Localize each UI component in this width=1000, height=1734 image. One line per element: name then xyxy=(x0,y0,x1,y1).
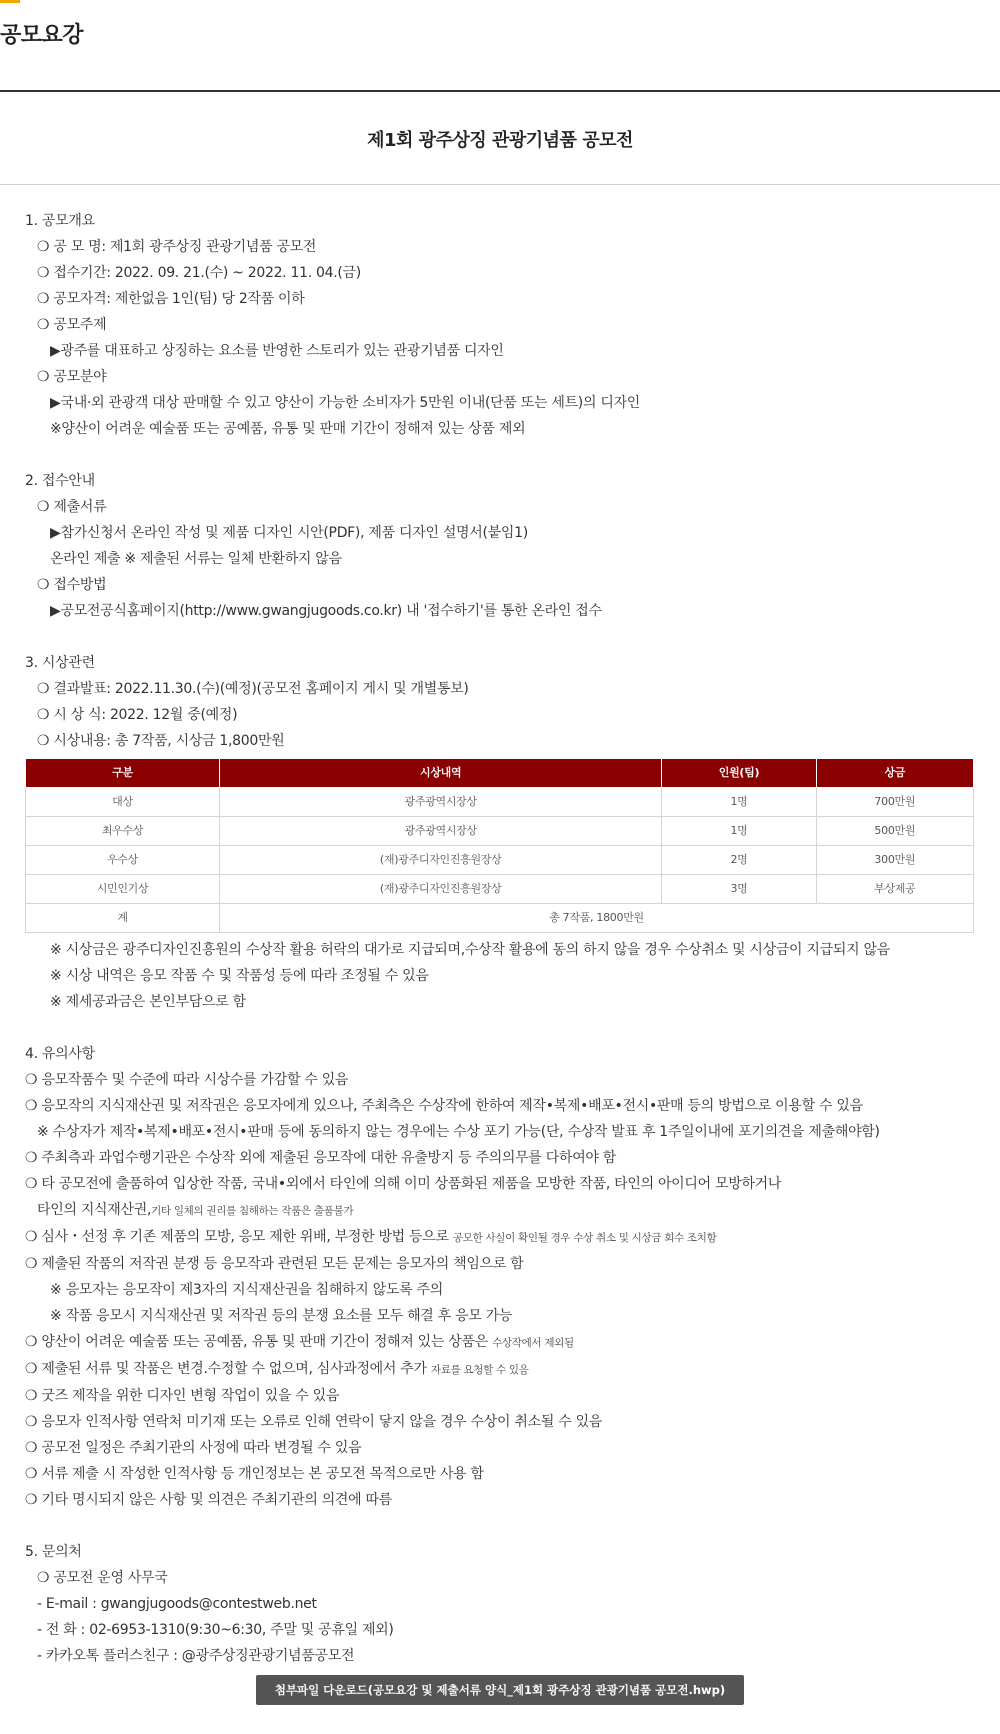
notice-line: ❍ 접수방법 xyxy=(37,577,107,593)
notice-line: ❍ 접수기간: 2022. 09. 21.(수) ~ 2022. 11. 04.(금) xyxy=(37,265,361,281)
notice-line: ❍ 양산이 어려운 예술품 또는 공예품, 유통 및 판매 기간이 정해져 있는 상품은 수상작에서 제외됨 xyxy=(25,1334,574,1350)
table-cell: 광주광역시장상 xyxy=(220,817,662,846)
prize-table xyxy=(25,758,974,933)
notice-line: ▶공모전공식홈페이지(http://www.gwangjugoods.co.kr) 내 '접수하기'를 통한 온라인 접수 xyxy=(50,603,602,619)
table-cell: 광주광역시장상 xyxy=(220,788,662,817)
notice-title: 제1회 광주상징 관광기념품 공모전 xyxy=(367,130,633,151)
notice-line: ▶국내·외 관광객 대상 판매할 수 있고 양산이 가능한 소비자가 5만원 이내(단품 또는 세트)의 디자인 xyxy=(50,395,641,411)
table-cell: 1명 xyxy=(662,817,816,846)
notice-line: ❍ 결과발표: 2022.11.30.(수)(예정)(공모전 홈페이지 게시 및 개별통보) xyxy=(37,681,469,697)
fine-print: 공모한 사실이 확인될 경우 수상 취소 및 시상금 회수 조치함 xyxy=(452,1232,717,1244)
table-cell: 500만원 xyxy=(816,817,973,846)
attachment-download-button[interactable]: 첨부파일 다운로드(공모요강 및 제출서류 양식_제1회 광주상징 관광기념품 공모전.hwp) xyxy=(256,1675,744,1705)
notice-line: - 전 화 : 02-6953-1310(9:30~6:30, 주말 및 공휴일 제외) xyxy=(37,1622,394,1638)
notice-line: ❍ 타 공모전에 출품하여 입상한 작품, 국내•외에서 타인에 의해 이미 상품화된 제품을 모방한 작품, 타인의 아이디어 모방하거나 xyxy=(25,1176,782,1192)
notice-line: ※ 시상금은 광주디자인진흥원의 수상작 활용 허락의 대가로 지급되며,수상작 활용에 동의 하지 않을 경우 수상취소 및 시상금이 지급되지 않음 xyxy=(50,942,890,958)
notice-line: ❍ 주최측과 과업수행기관은 수상작 외에 제출된 응모작에 대한 유출방지 등 주의의무를 다하여야 함 xyxy=(25,1150,617,1166)
notice-line: ❍ 공모분야 xyxy=(37,369,107,385)
table-row xyxy=(26,875,974,904)
table-row xyxy=(26,846,974,875)
heading-divider xyxy=(0,90,1000,92)
notice-line: ❍ 공모자격: 제한없음 1인(팀) 당 2작품 이하 xyxy=(37,291,305,307)
section-title: 2. 접수안내 xyxy=(25,473,95,489)
notice-line: ❍ 서류 제출 시 작성한 인적사항 등 개인정보는 본 공모전 목적으로만 사용 함 xyxy=(25,1466,484,1482)
title-divider xyxy=(0,184,1000,185)
table-cell: (재)광주디자인진흥원장상 xyxy=(220,875,662,904)
column-header: 시상내역 xyxy=(220,759,662,788)
fine-print: 수상작에서 제외됨 xyxy=(492,1337,574,1349)
column-header: 상금 xyxy=(816,759,973,788)
notice-line: ❍ 시 상 식: 2022. 12월 중(예정) xyxy=(37,707,238,723)
notice-line: 온라인 제출 ※ 제출된 서류는 일체 반환하지 않음 xyxy=(50,551,342,567)
table-cell: 우수상 xyxy=(26,846,220,875)
fine-print: 기타 일체의 권리를 침해하는 작품은 출품불가 xyxy=(151,1205,354,1217)
notice-line: ❍ 제출된 서류 및 작품은 변경.수정할 수 없으며, 심사과정에서 추가 자료를 요청할 수 있음 xyxy=(25,1361,529,1377)
notice-line: ※ 제세공과금은 본인부담으로 함 xyxy=(50,994,246,1010)
total-label: 계 xyxy=(26,904,220,933)
table-cell: 2명 xyxy=(662,846,816,875)
section-title: 5. 문의처 xyxy=(25,1544,82,1560)
notice-line: ❍ 굿즈 제작을 위한 디자인 변형 작업이 있을 수 있음 xyxy=(25,1388,340,1404)
notice-line: ※ 응모자는 응모작이 제3자의 지식재산권을 침해하지 않도록 주의 xyxy=(50,1282,443,1298)
table-cell: (재)광주디자인진흥원장상 xyxy=(220,846,662,875)
notice-line: ❍ 공 모 명: 제1회 광주상징 관광기념품 공모전 xyxy=(37,239,317,255)
table-cell: 시민인기상 xyxy=(26,875,220,904)
notice-line: ▶참가신청서 온라인 작성 및 제품 디자인 시안(PDF), 제품 디자인 설명서(붙임1) xyxy=(50,525,528,541)
notice-line: ❍ 응모자 인적사항 연락처 미기재 또는 오류로 인해 연락이 닿지 않을 경우 수상이 취소될 수 있음 xyxy=(25,1414,603,1430)
total-value: 총 7작품, 1800만원 xyxy=(220,904,974,933)
table-cell: 3명 xyxy=(662,875,816,904)
section-title: 4. 유의사항 xyxy=(25,1046,95,1062)
notice-line: ❍ 기타 명시되지 않은 사항 및 의견은 주최기관의 의견에 따름 xyxy=(25,1492,392,1508)
table-total-row xyxy=(26,904,974,933)
notice-line: - 카카오톡 플러스친구 : @광주상징관광기념품공모전 xyxy=(37,1648,355,1664)
notice-line: ❍ 공모주제 xyxy=(37,317,107,333)
column-header: 인원(팀) xyxy=(662,759,816,788)
section-title: 1. 공모개요 xyxy=(25,213,95,229)
notice-line: ❍ 응모작의 지식재산권 및 저작권은 응모자에게 있으나, 주최측은 수상작에 한하여 제작•복제•배포•전시•판매 등의 방법으로 이용할 수 있음 xyxy=(25,1098,863,1114)
notice-line: - E-mail : gwangjugoods@contestweb.net xyxy=(37,1596,317,1612)
table-row xyxy=(26,788,974,817)
column-header: 구분 xyxy=(26,759,220,788)
notice-line: ❍ 제출서류 xyxy=(37,499,107,515)
notice-body xyxy=(25,208,975,1669)
accent-bar xyxy=(0,0,20,3)
table-cell: 700만원 xyxy=(816,788,973,817)
table-header-row xyxy=(26,759,974,788)
notice-line: ※ 작품 응모시 지식재산권 및 저작권 등의 분쟁 요소를 모두 해결 후 응모 가능 xyxy=(50,1308,513,1324)
notice-line: ※양산이 어려운 예술품 또는 공예품, 유통 및 판매 기간이 정해져 있는 상품 제외 xyxy=(50,421,526,437)
table-row xyxy=(26,817,974,846)
notice-line: ※ 수상자가 제작•복제•배포•전시•판매 등에 동의하지 않는 경우에는 수상 포기 가능(단, 수상작 발표 후 1주일이내에 포기의견을 제출해야함) xyxy=(37,1124,880,1140)
notice-line: ❍ 공모전 운영 사무국 xyxy=(37,1570,168,1586)
notice-line: ❍ 공모전 일정은 주최기관의 사정에 따라 변경될 수 있음 xyxy=(25,1440,362,1456)
notice-line: ❍ 심사・선정 후 기존 제품의 모방, 응모 제한 위배, 부정한 방법 등으로 공모한 사실이 확인될 경우 수상 취소 및 시상금 회수 조치함 xyxy=(25,1229,717,1245)
table-cell: 부상제공 xyxy=(816,875,973,904)
notice-line: ❍ 제출된 작품의 저작권 분쟁 등 응모작과 관련된 모든 문제는 응모자의 책임으로 함 xyxy=(25,1256,524,1272)
notice-line: ❍ 시상내용: 총 7작품, 시상금 1,800만원 xyxy=(37,733,285,749)
table-cell: 300만원 xyxy=(816,846,973,875)
notice-line: ▶광주를 대표하고 상징하는 요소를 반영한 스토리가 있는 관광기념품 디자인 xyxy=(50,343,504,359)
notice-line: ❍ 응모작품수 및 수준에 따라 시상수를 가감할 수 있음 xyxy=(25,1072,349,1088)
table-cell: 1명 xyxy=(662,788,816,817)
section-title: 3. 시상관련 xyxy=(25,655,95,671)
table-cell: 대상 xyxy=(26,788,220,817)
page-heading: 공모요강 xyxy=(0,23,84,48)
fine-print: 자료를 요청할 수 있음 xyxy=(430,1364,529,1376)
notice-line: 타인의 지식재산권,기타 일체의 권리를 침해하는 작품은 출품불가 xyxy=(37,1202,354,1218)
table-cell: 최우수상 xyxy=(26,817,220,846)
notice-line: ※ 시상 내역은 응모 작품 수 및 작품성 등에 따라 조정될 수 있음 xyxy=(50,968,429,984)
